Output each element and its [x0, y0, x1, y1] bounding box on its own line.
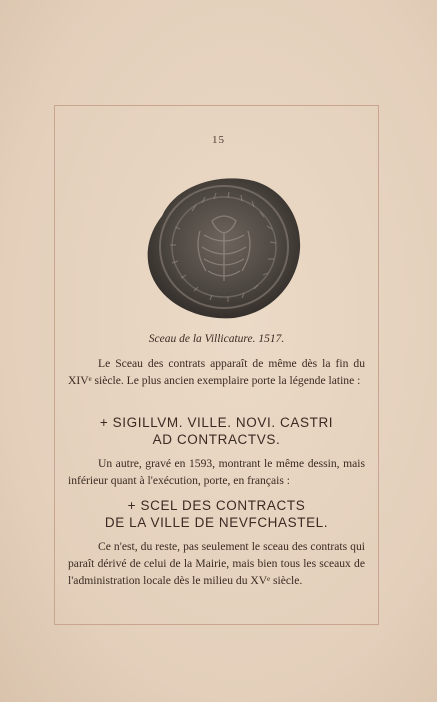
paragraph-2 — [68, 455, 365, 489]
page-number: 15 — [212, 134, 225, 146]
latin-legend-line-2: AD CONTRACTVS. — [152, 432, 281, 447]
french-legend-line-1: + SCEL DES CONTRACTS — [127, 498, 306, 513]
french-legend-line-2: DE LA VILLE DE NEVFCHASTEL. — [104, 515, 329, 530]
latin-legend-line-1: + SIGILLVM. VILLE. NOVI. CASTRI — [99, 415, 334, 430]
paragraph-3 — [68, 538, 365, 589]
french-legend — [54, 497, 379, 531]
latin-legend — [54, 414, 379, 448]
seal-caption: Sceau de la Villicature. 1517. — [148, 333, 285, 345]
paragraph-1 — [68, 355, 365, 389]
paragraph-2-text: Un autre, gravé en 1593, montrant le même dessin, mais inférieur quant à l'exécution, porte, en français : — [68, 457, 365, 487]
paragraph-1-text: Le Sceau des contrats apparaît de même dès la fin du XIVᵉ siècle. Le plus ancien exemplaire porte la légende latine : — [68, 357, 365, 387]
paragraph-3-text: Ce n'est, du reste, pas seulement le sceau des contrats qui paraît dérivé de celui de la Mairie, mais bien tous les sceaux de l'administration locale dès le milieu du XVᵉ siècle. — [68, 540, 365, 587]
wax-seal-icon — [142, 171, 305, 321]
